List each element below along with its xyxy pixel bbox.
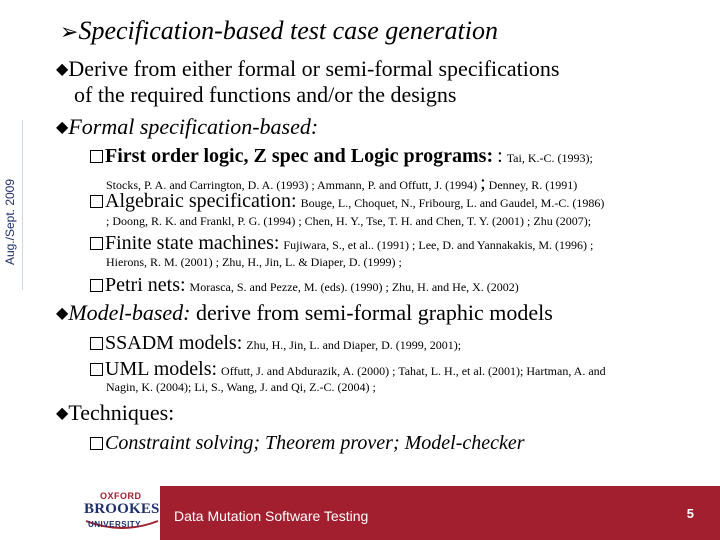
item-uml	[90, 358, 606, 381]
checkbox-bullet-icon	[90, 279, 103, 292]
derive-text: Derive from either formal or semi-formal specifications	[68, 56, 560, 81]
bullet-derive	[56, 56, 559, 82]
item-ref-cont: Nagin, K. (2004); Li, S., Wang, J. and Qi, Z.-C. (2004) ;	[106, 380, 376, 394]
techniques-text: Techniques:	[68, 400, 175, 425]
page-number: 5	[686, 506, 694, 521]
item-ref: Fujiwara, S., et al.. (1991) ; Lee, D. and Yannakakis, M. (1996) ;	[283, 238, 594, 252]
techniques-list: Constraint solving; Theorem prover; Model-checker	[105, 432, 525, 454]
item-ref-cont: ; Doong, R. K. and Frankl, P. G. (1994) ; Chen, H. Y., Tse, T. H. and Chen, T. Y. (2001) ; Zhu (2007);	[106, 214, 592, 228]
item-ref: Morasca, S. and Pezze, M. (eds). (1990) ; Zhu, H. and He, X. (2002)	[189, 280, 519, 294]
diamond-bullet-icon: ◆	[56, 117, 69, 136]
footer-title: Data Mutation Software Testing	[174, 508, 369, 524]
checkbox-bullet-icon	[90, 150, 103, 163]
item-ref-cont: Hierons, R. M. (2001) ; Zhu, H., Jin, L. & Diaper, D. (1999) ;	[106, 255, 402, 269]
diamond-bullet-icon: ◆	[56, 403, 69, 422]
item-first-order-logic	[90, 145, 593, 168]
item-head: Algebraic specification:	[105, 190, 297, 212]
item-ssadm	[90, 332, 461, 355]
item-petri	[90, 274, 519, 297]
item-head: Petri nets:	[105, 274, 186, 296]
checkbox-bullet-icon	[90, 437, 103, 450]
item-techniques	[90, 432, 525, 455]
checkbox-bullet-icon	[90, 195, 103, 208]
bullet-model	[56, 300, 553, 326]
sidebar-divider	[22, 120, 23, 290]
logo-text: UNIVERSITY	[88, 520, 142, 529]
model-label: Model-based:	[68, 300, 191, 325]
item-head: First order logic, Z spec and Logic programs:	[105, 145, 494, 167]
derive-continuation: of the required functions and/or the designs	[74, 82, 457, 107]
diamond-bullet-icon: ◆	[56, 303, 69, 322]
slide-title: Specification-based test case generation	[78, 16, 498, 45]
item-head: Finite state machines:	[105, 232, 280, 254]
arrow-bullet-icon: ➢	[60, 20, 79, 45]
model-text: derive from semi-formal graphic models	[196, 300, 553, 325]
logo-text: OXFORD	[100, 491, 142, 501]
logo-text: BROOKES	[84, 501, 160, 517]
checkbox-bullet-icon	[90, 363, 103, 376]
item-sep: :	[497, 145, 503, 167]
item-ref: Denney, R. (1991)	[488, 178, 578, 192]
item-head: SSADM models:	[105, 332, 243, 354]
item-head: UML models:	[105, 358, 218, 380]
item-algebraic	[90, 190, 604, 213]
item-ref: Tai, K.-C. (1993);	[506, 151, 593, 165]
item-fsm	[90, 232, 593, 255]
bullet-formal	[56, 114, 318, 140]
checkbox-bullet-icon	[90, 237, 103, 250]
sidebar-date: Aug./Sept. 2009	[3, 178, 17, 266]
university-logo	[84, 491, 160, 537]
item-ref: Offutt, J. and Abdurazik, A. (2000) ; Tahat, L. H., et al. (2001); Hartman, A. and	[221, 364, 606, 378]
item-ref: Stocks, P. A. and Carrington, D. A. (1993) ; Ammann, P. and Offutt, J. (1994)	[106, 178, 478, 192]
checkbox-bullet-icon	[90, 337, 103, 350]
item-sep: ;	[480, 172, 486, 194]
item-ref: Zhu, H., Jin, L. and Diaper, D. (1999, 2001);	[246, 338, 462, 352]
item-ref: Bouge, L., Choquet, N., Fribourg, L. and Gaudel, M.-C. (1986)	[300, 196, 605, 210]
formal-text: Formal specification-based:	[68, 114, 319, 139]
slide-title-row	[60, 16, 498, 46]
sidebar	[0, 0, 22, 540]
diamond-bullet-icon: ◆	[56, 59, 69, 78]
bullet-techniques	[56, 400, 174, 426]
